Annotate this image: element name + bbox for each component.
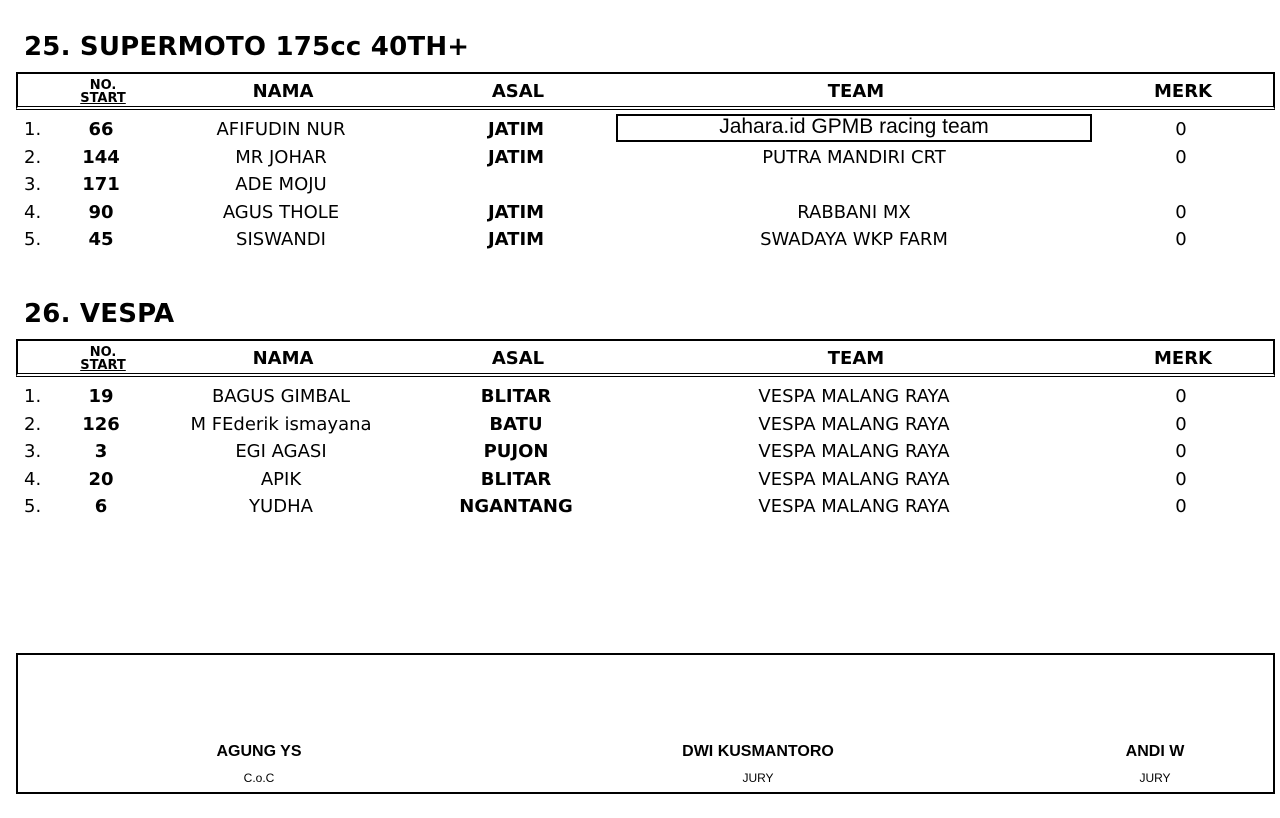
table-row <box>16 144 1275 172</box>
rider-name: APIK <box>260 468 302 490</box>
rider-origin: BLITAR <box>480 468 552 490</box>
team-name: VESPA MALANG RAYA <box>758 413 950 435</box>
team-name: VESPA MALANG RAYA <box>758 441 950 463</box>
rider-origin: NGANTANG <box>459 496 573 518</box>
table-row <box>16 199 1275 227</box>
header-asal: ASAL <box>491 80 545 102</box>
row-index: 3. <box>24 174 42 196</box>
table-row <box>16 383 1275 411</box>
team-name: RABBANI MX <box>797 201 911 223</box>
team-name: VESPA MALANG RAYA <box>758 386 950 408</box>
signatory-name: ANDI W <box>1125 743 1185 760</box>
start-number: 45 <box>88 229 114 251</box>
row-index: 5. <box>24 229 42 251</box>
signatory-name: DWI KUSMANTORO <box>682 743 834 760</box>
rider-name: MR JOHAR <box>235 146 327 168</box>
race-class-section <box>16 30 1275 254</box>
row-index: 4. <box>24 201 42 223</box>
merk-value: 0 <box>1175 413 1187 435</box>
merk-value: 0 <box>1175 229 1187 251</box>
team-name <box>614 171 1094 199</box>
table-row <box>16 493 1275 521</box>
header-merk: MERK <box>1153 347 1213 369</box>
start-number: 90 <box>88 201 114 223</box>
row-index: 1. <box>24 119 42 141</box>
rider-origin: JATIM <box>487 146 545 168</box>
merk-value: 0 <box>1175 441 1187 463</box>
rider-origin: PUJON <box>483 441 549 463</box>
row-index: 2. <box>24 146 42 168</box>
row-index: 4. <box>24 468 42 490</box>
merk-value: 0 <box>1175 119 1187 141</box>
section-title: 25. SUPERMOTO 175cc 40TH+ <box>24 32 470 62</box>
merk-value: 0 <box>1175 386 1187 408</box>
table-header <box>16 72 1275 110</box>
signatory-name: AGUNG YS <box>216 743 302 760</box>
section-title: 26. VESPA <box>24 299 175 329</box>
merk-value <box>1126 171 1236 199</box>
table-row <box>16 466 1275 494</box>
rider-name: EGI AGASI <box>235 441 327 463</box>
team-name: VESPA MALANG RAYA <box>758 496 950 518</box>
rider-origin <box>416 171 616 199</box>
signature-box <box>16 653 1275 794</box>
start-number: 3 <box>94 441 108 463</box>
table-header <box>16 339 1275 377</box>
entry-list <box>16 110 1275 254</box>
rider-origin: BLITAR <box>480 386 552 408</box>
table-row <box>16 226 1275 254</box>
header-asal: ASAL <box>491 347 545 369</box>
team-name: VESPA MALANG RAYA <box>758 468 950 490</box>
rider-name: AGUS THOLE <box>222 201 340 223</box>
start-number: 6 <box>94 496 108 518</box>
merk-value: 0 <box>1175 201 1187 223</box>
header-no-start: NO. START <box>80 78 126 106</box>
rider-name: AFIFUDIN NUR <box>216 119 346 141</box>
table-row <box>16 438 1275 466</box>
merk-value: 0 <box>1175 468 1187 490</box>
rider-name: YUDHA <box>249 496 313 518</box>
signatory-role: C.o.C <box>243 771 275 785</box>
merk-value: 0 <box>1175 146 1187 168</box>
table-row <box>16 411 1275 439</box>
start-number: 144 <box>82 146 120 168</box>
start-number: 126 <box>82 413 120 435</box>
start-number: 20 <box>88 468 114 490</box>
rider-name: SISWANDI <box>236 229 326 251</box>
rider-name: ADE MOJU <box>235 174 327 196</box>
team-name: PUTRA MANDIRI CRT <box>762 146 946 168</box>
start-number: 66 <box>88 119 114 141</box>
race-class-section <box>16 297 1275 521</box>
header-merk: MERK <box>1153 80 1213 102</box>
row-index: 1. <box>24 386 42 408</box>
team-name: Jahara.id GPMB racing team <box>614 116 1094 144</box>
rider-origin: JATIM <box>487 119 545 141</box>
table-row <box>16 116 1275 144</box>
row-index: 2. <box>24 413 42 435</box>
header-nama: NAMA <box>252 80 314 102</box>
header-team: TEAM <box>827 347 885 369</box>
rider-origin: BATU <box>489 413 543 435</box>
row-index: 3. <box>24 441 42 463</box>
signatory-role: JURY <box>1139 771 1171 785</box>
signatory-role: JURY <box>742 771 774 785</box>
row-index: 5. <box>24 496 42 518</box>
header-team: TEAM <box>827 80 885 102</box>
header-nama: NAMA <box>252 347 314 369</box>
team-name: SWADAYA WKP FARM <box>760 229 948 251</box>
rider-name: M FEderik ismayana <box>190 413 372 435</box>
rider-name: BAGUS GIMBAL <box>211 386 351 408</box>
start-number: 171 <box>82 174 120 196</box>
rider-origin: JATIM <box>487 201 545 223</box>
table-row <box>16 171 1275 199</box>
entry-list <box>16 377 1275 521</box>
start-number: 19 <box>88 386 114 408</box>
rider-origin: JATIM <box>487 229 545 251</box>
merk-value: 0 <box>1175 496 1187 518</box>
header-no-start: NO. START <box>80 345 126 373</box>
